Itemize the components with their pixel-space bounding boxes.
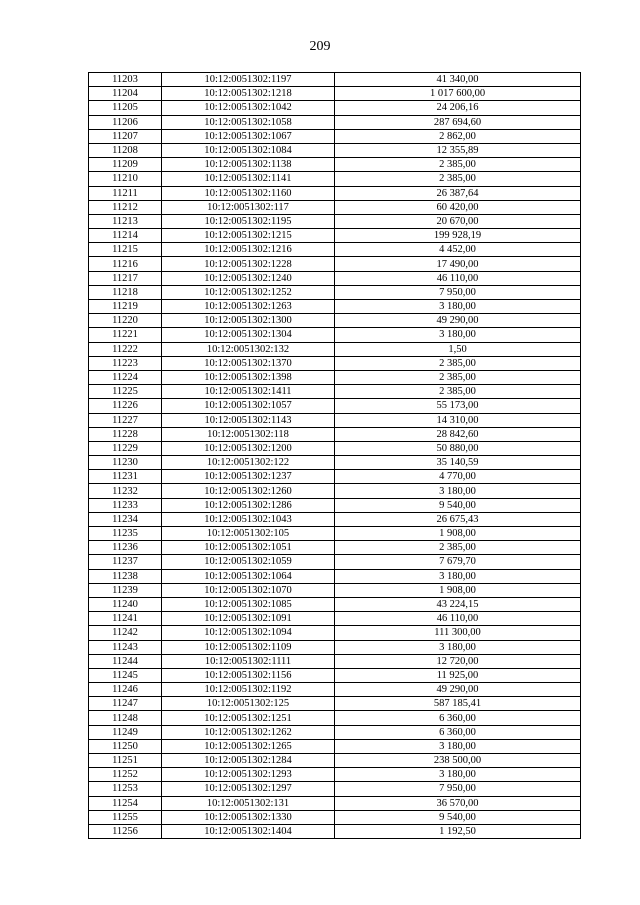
row-number-cell: 11223 [89, 356, 162, 370]
row-number-cell: 11234 [89, 512, 162, 526]
cadastral-value-cell: 287 694,60 [335, 115, 581, 129]
row-number-cell: 11229 [89, 441, 162, 455]
table-row [89, 754, 581, 768]
cadastral-value-cell: 41 340,00 [335, 73, 581, 87]
cadastral-number-cell: 10:12:0051302:1085 [162, 597, 335, 611]
cadastral-number-cell: 10:12:0051302:1094 [162, 626, 335, 640]
cadastral-value-cell: 3 180,00 [335, 328, 581, 342]
table-row [89, 541, 581, 555]
page-number: 209 [309, 39, 331, 54]
cadastral-number-cell: 10:12:0051302:125 [162, 697, 335, 711]
table-row [89, 356, 581, 370]
table-row [89, 768, 581, 782]
cadastral-number-cell: 10:12:0051302:1160 [162, 186, 335, 200]
cadastral-number-cell: 10:12:0051302:1286 [162, 498, 335, 512]
row-number-cell: 11245 [89, 668, 162, 682]
cadastral-number-cell: 10:12:0051302:1265 [162, 739, 335, 753]
table-row [89, 612, 581, 626]
cadastral-number-cell: 10:12:0051302:1370 [162, 356, 335, 370]
cadastral-number-cell: 10:12:0051302:1064 [162, 569, 335, 583]
row-number-cell: 11209 [89, 158, 162, 172]
row-number-cell: 11225 [89, 385, 162, 399]
row-number-cell: 11255 [89, 810, 162, 824]
cadastral-value-cell: 2 385,00 [335, 356, 581, 370]
cadastral-value-cell: 49 290,00 [335, 683, 581, 697]
table-row [89, 427, 581, 441]
row-number-cell: 11224 [89, 370, 162, 384]
row-number-cell: 11239 [89, 583, 162, 597]
cadastral-number-cell: 10:12:0051302:1300 [162, 314, 335, 328]
row-number-cell: 11226 [89, 399, 162, 413]
cadastral-value-cell: 3 180,00 [335, 300, 581, 314]
row-number-cell: 11220 [89, 314, 162, 328]
table-row [89, 512, 581, 526]
row-number-cell: 11235 [89, 527, 162, 541]
cadastral-number-cell: 10:12:0051302:1252 [162, 285, 335, 299]
row-number-cell: 11240 [89, 597, 162, 611]
cadastral-value-cell: 36 570,00 [335, 796, 581, 810]
cadastral-value-cell: 7 679,70 [335, 555, 581, 569]
table-row [89, 200, 581, 214]
row-number-cell: 11249 [89, 725, 162, 739]
table-row [89, 172, 581, 186]
cadastral-number-cell: 10:12:0051302:1141 [162, 172, 335, 186]
cadastral-number-cell: 10:12:0051302:1091 [162, 612, 335, 626]
cadastral-value-cell: 238 500,00 [335, 754, 581, 768]
row-number-cell: 11237 [89, 555, 162, 569]
cadastral-value-cell: 14 310,00 [335, 413, 581, 427]
cadastral-number-cell: 10:12:0051302:1330 [162, 810, 335, 824]
cadastral-number-cell: 10:12:0051302:132 [162, 342, 335, 356]
table-row [89, 711, 581, 725]
cadastral-value-cell: 26 675,43 [335, 512, 581, 526]
table-row [89, 328, 581, 342]
table-row [89, 129, 581, 143]
cadastral-value-cell: 46 110,00 [335, 612, 581, 626]
row-number-cell: 11207 [89, 129, 162, 143]
table-row [89, 73, 581, 87]
table-row [89, 214, 581, 228]
cadastral-number-cell: 10:12:0051302:1240 [162, 271, 335, 285]
cadastral-value-cell: 3 180,00 [335, 484, 581, 498]
cadastral-number-cell: 10:12:0051302:1057 [162, 399, 335, 413]
cadastral-number-cell: 10:12:0051302:1143 [162, 413, 335, 427]
cadastral-number-cell: 10:12:0051302:118 [162, 427, 335, 441]
table-row [89, 739, 581, 753]
cadastral-value-cell: 7 950,00 [335, 285, 581, 299]
table-body [89, 73, 581, 839]
cadastral-number-cell: 10:12:0051302:1411 [162, 385, 335, 399]
table-row [89, 626, 581, 640]
table-row [89, 101, 581, 115]
cadastral-value-cell: 3 180,00 [335, 569, 581, 583]
table-row [89, 527, 581, 541]
cadastral-value-cell: 9 540,00 [335, 810, 581, 824]
cadastral-value-cell: 49 290,00 [335, 314, 581, 328]
table-row [89, 243, 581, 257]
cadastral-value-cell: 43 224,15 [335, 597, 581, 611]
row-number-cell: 11203 [89, 73, 162, 87]
row-number-cell: 11228 [89, 427, 162, 441]
table-row [89, 498, 581, 512]
row-number-cell: 11241 [89, 612, 162, 626]
cadastral-value-cell: 4 770,00 [335, 470, 581, 484]
cadastral-number-cell: 10:12:0051302:1156 [162, 668, 335, 682]
cadastral-value-cell: 1 192,50 [335, 824, 581, 838]
cadastral-number-cell: 10:12:0051302:1138 [162, 158, 335, 172]
table-row [89, 597, 581, 611]
cadastral-value-cell: 3 180,00 [335, 640, 581, 654]
cadastral-value-cell: 111 300,00 [335, 626, 581, 640]
cadastral-number-cell: 10:12:0051302:1070 [162, 583, 335, 597]
row-number-cell: 11206 [89, 115, 162, 129]
cadastral-value-cell: 6 360,00 [335, 725, 581, 739]
table-row [89, 654, 581, 668]
table-row [89, 697, 581, 711]
row-number-cell: 11211 [89, 186, 162, 200]
table-row [89, 668, 581, 682]
row-number-cell: 11244 [89, 654, 162, 668]
row-number-cell: 11251 [89, 754, 162, 768]
row-number-cell: 11256 [89, 824, 162, 838]
cadastral-number-cell: 10:12:0051302:1262 [162, 725, 335, 739]
table-row [89, 413, 581, 427]
row-number-cell: 11222 [89, 342, 162, 356]
cadastral-number-cell: 10:12:0051302:122 [162, 456, 335, 470]
cadastral-value-cell: 17 490,00 [335, 257, 581, 271]
row-number-cell: 11205 [89, 101, 162, 115]
row-number-cell: 11214 [89, 229, 162, 243]
cadastral-value-cell: 2 385,00 [335, 385, 581, 399]
cadastral-value-cell: 4 452,00 [335, 243, 581, 257]
cadastral-value-cell: 9 540,00 [335, 498, 581, 512]
row-number-cell: 11233 [89, 498, 162, 512]
table-row [89, 782, 581, 796]
cadastral-value-cell: 1 017 600,00 [335, 87, 581, 101]
cadastral-value-cell: 12 355,89 [335, 143, 581, 157]
cadastral-number-cell: 10:12:0051302:1067 [162, 129, 335, 143]
row-number-cell: 11238 [89, 569, 162, 583]
cadastral-value-cell: 2 385,00 [335, 370, 581, 384]
cadastral-number-cell: 10:12:0051302:1263 [162, 300, 335, 314]
cadastral-number-cell: 10:12:0051302:1059 [162, 555, 335, 569]
cadastral-value-cell: 1 908,00 [335, 583, 581, 597]
cadastral-number-cell: 10:12:0051302:1237 [162, 470, 335, 484]
cadastral-number-cell: 10:12:0051302:1260 [162, 484, 335, 498]
row-number-cell: 11242 [89, 626, 162, 640]
cadastral-number-cell: 10:12:0051302:1284 [162, 754, 335, 768]
table-row [89, 555, 581, 569]
row-number-cell: 11247 [89, 697, 162, 711]
row-number-cell: 11243 [89, 640, 162, 654]
row-number-cell: 11227 [89, 413, 162, 427]
cadastral-value-cell: 3 180,00 [335, 739, 581, 753]
cadastral-value-cell: 2 862,00 [335, 129, 581, 143]
table-row [89, 640, 581, 654]
row-number-cell: 11250 [89, 739, 162, 753]
table-row [89, 229, 581, 243]
table-row [89, 186, 581, 200]
row-number-cell: 11231 [89, 470, 162, 484]
cadastral-number-cell: 10:12:0051302:1398 [162, 370, 335, 384]
cadastral-number-cell: 10:12:0051302:1197 [162, 73, 335, 87]
table-row [89, 456, 581, 470]
row-number-cell: 11208 [89, 143, 162, 157]
cadastral-value-cell: 6 360,00 [335, 711, 581, 725]
cadastral-number-cell: 10:12:0051302:1293 [162, 768, 335, 782]
row-number-cell: 11232 [89, 484, 162, 498]
cadastral-number-cell: 10:12:0051302:1051 [162, 541, 335, 555]
table-row [89, 583, 581, 597]
row-number-cell: 11204 [89, 87, 162, 101]
cadastral-value-cell: 60 420,00 [335, 200, 581, 214]
table-row [89, 824, 581, 838]
cadastral-value-cell: 24 206,16 [335, 101, 581, 115]
table-row [89, 271, 581, 285]
cadastral-value-cell: 199 928,19 [335, 229, 581, 243]
cadastral-number-cell: 10:12:0051302:1218 [162, 87, 335, 101]
table-row [89, 370, 581, 384]
cadastral-number-cell: 10:12:0051302:1404 [162, 824, 335, 838]
row-number-cell: 11236 [89, 541, 162, 555]
cadastral-number-cell: 10:12:0051302:1216 [162, 243, 335, 257]
cadastral-value-cell: 12 720,00 [335, 654, 581, 668]
table-row [89, 441, 581, 455]
row-number-cell: 11210 [89, 172, 162, 186]
cadastral-value-cell: 11 925,00 [335, 668, 581, 682]
row-number-cell: 11248 [89, 711, 162, 725]
cadastral-number-cell: 10:12:0051302:1304 [162, 328, 335, 342]
cadastral-value-cell: 35 140,59 [335, 456, 581, 470]
row-number-cell: 11219 [89, 300, 162, 314]
cadastral-number-cell: 10:12:0051302:1109 [162, 640, 335, 654]
cadastral-number-cell: 10:12:0051302:1215 [162, 229, 335, 243]
row-number-cell: 11218 [89, 285, 162, 299]
row-number-cell: 11215 [89, 243, 162, 257]
cadastral-number-cell: 10:12:0051302:1228 [162, 257, 335, 271]
table-row [89, 257, 581, 271]
table-row [89, 385, 581, 399]
cadastral-value-cell: 20 670,00 [335, 214, 581, 228]
cadastral-number-cell: 10:12:0051302:1043 [162, 512, 335, 526]
cadastral-number-cell: 10:12:0051302:1111 [162, 654, 335, 668]
cadastral-value-cell: 2 385,00 [335, 172, 581, 186]
cadastral-number-cell: 10:12:0051302:1251 [162, 711, 335, 725]
cadastral-number-cell: 10:12:0051302:1200 [162, 441, 335, 455]
table-row [89, 470, 581, 484]
cadastral-number-cell: 10:12:0051302:105 [162, 527, 335, 541]
cadastral-number-cell: 10:12:0051302:131 [162, 796, 335, 810]
row-number-cell: 11213 [89, 214, 162, 228]
cadastral-value-cell: 26 387,64 [335, 186, 581, 200]
table-row [89, 683, 581, 697]
cadastral-value-cell: 1 908,00 [335, 527, 581, 541]
cadastral-value-cell: 46 110,00 [335, 271, 581, 285]
cadastral-number-cell: 10:12:0051302:117 [162, 200, 335, 214]
row-number-cell: 11230 [89, 456, 162, 470]
row-number-cell: 11253 [89, 782, 162, 796]
cadastral-value-cell: 3 180,00 [335, 768, 581, 782]
table-row [89, 300, 581, 314]
row-number-cell: 11216 [89, 257, 162, 271]
cadastral-value-cell: 587 185,41 [335, 697, 581, 711]
table-row [89, 399, 581, 413]
cadastral-value-cell: 2 385,00 [335, 541, 581, 555]
row-number-cell: 11246 [89, 683, 162, 697]
table-row [89, 285, 581, 299]
table-row [89, 342, 581, 356]
table-row [89, 725, 581, 739]
table-row [89, 314, 581, 328]
cadastral-number-cell: 10:12:0051302:1084 [162, 143, 335, 157]
cadastral-number-cell: 10:12:0051302:1058 [162, 115, 335, 129]
table-row [89, 87, 581, 101]
row-number-cell: 11221 [89, 328, 162, 342]
cadastral-value-cell: 55 173,00 [335, 399, 581, 413]
cadastral-value-table [88, 72, 581, 839]
cadastral-value-cell: 7 950,00 [335, 782, 581, 796]
cadastral-value-cell: 1,50 [335, 342, 581, 356]
table-row [89, 796, 581, 810]
table-row [89, 810, 581, 824]
cadastral-value-cell: 2 385,00 [335, 158, 581, 172]
row-number-cell: 11254 [89, 796, 162, 810]
cadastral-value-cell: 28 842,60 [335, 427, 581, 441]
table-row [89, 569, 581, 583]
table-row [89, 158, 581, 172]
cadastral-number-cell: 10:12:0051302:1297 [162, 782, 335, 796]
cadastral-number-cell: 10:12:0051302:1192 [162, 683, 335, 697]
table-row [89, 484, 581, 498]
row-number-cell: 11217 [89, 271, 162, 285]
cadastral-number-cell: 10:12:0051302:1042 [162, 101, 335, 115]
table-row [89, 115, 581, 129]
cadastral-value-cell: 50 880,00 [335, 441, 581, 455]
row-number-cell: 11252 [89, 768, 162, 782]
cadastral-number-cell: 10:12:0051302:1195 [162, 214, 335, 228]
table-row [89, 143, 581, 157]
row-number-cell: 11212 [89, 200, 162, 214]
